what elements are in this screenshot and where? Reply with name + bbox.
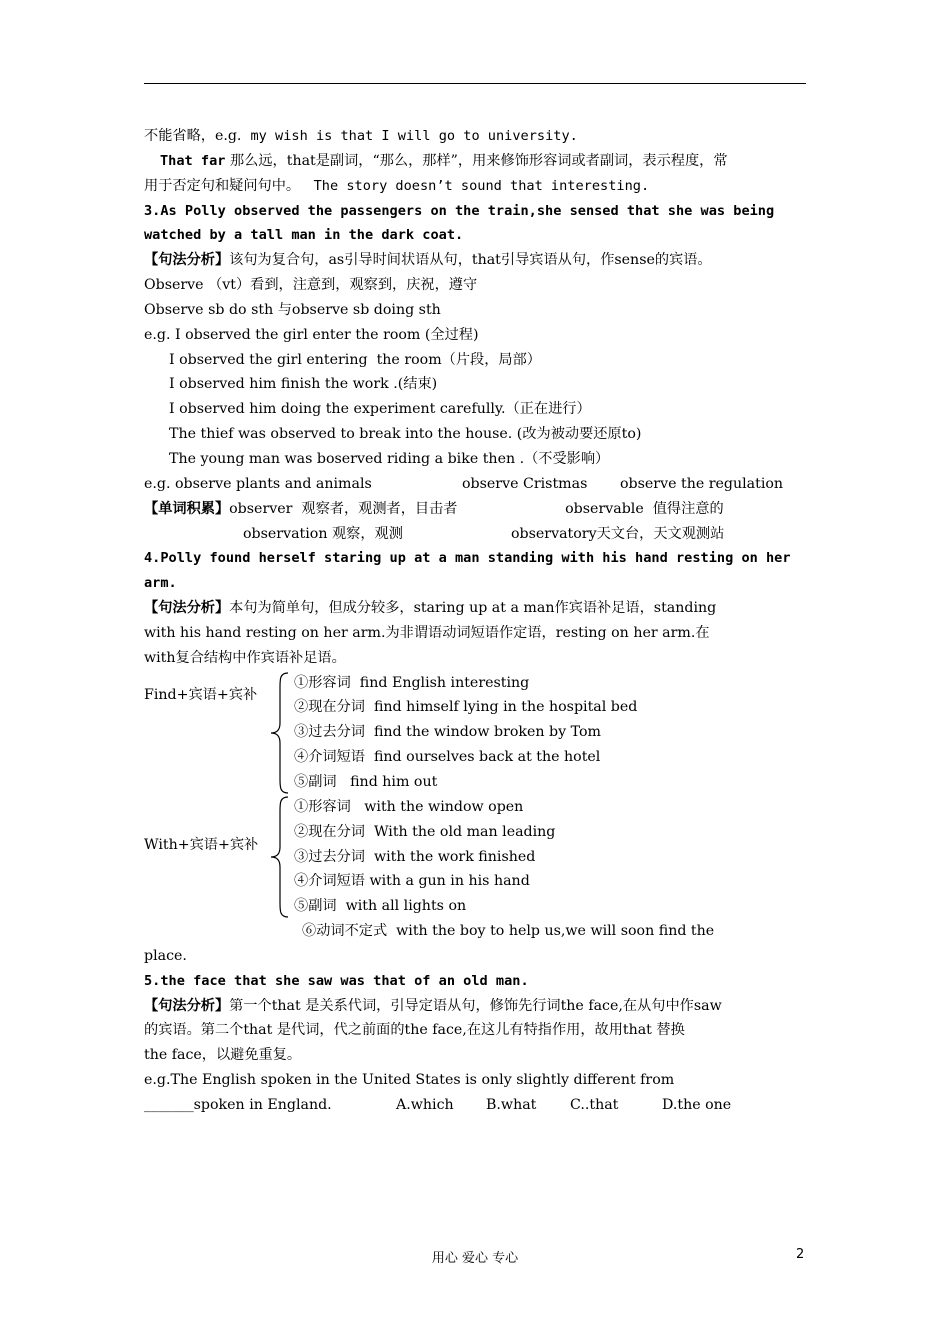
line-3: 用于否定句和疑问句中。 The story doesn’t sound that interesting.: [144, 177, 650, 194]
line-example-1: e.g. I observed the girl enter the room (全过程): [144, 326, 479, 343]
line-example-6: The young man was boserved riding a bike then .（不受影响）: [169, 450, 610, 467]
find-item: ④介词短语 find ourselves back at the hotel: [294, 749, 601, 766]
with-item: ①形容词 with the window open: [294, 798, 524, 815]
line-analysis-4c: with复合结构中作宾语补足语。: [144, 649, 346, 666]
line-analysis-4: 【句法分析】本句为简单句，但成分较多，staring up at a man作宾语补足语，standing: [144, 600, 717, 617]
line-vocab-1: 【单词积累】observer 观察者，观测者，目击者 observable 值得注意的: [144, 500, 724, 517]
page-number: 2: [796, 1247, 805, 1262]
with-item: ⑤副词 with all lights on: [294, 898, 467, 915]
line-1: 不能省略，e.g. my wish is that I will go to university.: [144, 128, 578, 144]
line-example-5: The thief was observed to break into the house. (改为被动要还原to): [169, 426, 642, 443]
exercise-options: _______spoken in England. A.which B.what C..that D.the one: [144, 1096, 732, 1113]
find-structure-label: Find+宾语+宾补: [144, 686, 258, 703]
heading-4: 4.Polly found herself staring up at a man standing with his hand resting on her: [144, 550, 791, 567]
with-item-6: ⑥动词不定式 with the boy to help us,we will soon find the: [302, 923, 715, 940]
line-analysis-4b: with his hand resting on her arm.为非谓语动词短语作定语，resting on her arm.在: [144, 624, 710, 641]
left-brace-icon: [268, 795, 292, 919]
with-item: ③过去分词 with the work finished: [294, 848, 536, 865]
line-example-3: I observed him finish the work .(结束): [169, 376, 438, 393]
line-2: That far 那么远，that是副词，“那么，那样”，用来修饰形容词或者副词，表示程度，常: [160, 152, 728, 169]
with-structure-label: With+宾语+宾补: [144, 836, 259, 853]
with-item: ④介词短语 with a gun in his hand: [294, 873, 530, 890]
page-footer: 用心 爱心 专心: [431, 1251, 519, 1266]
header-rule: [144, 83, 806, 84]
line-example-2: I observed the girl entering the room（片段，局部）: [169, 351, 541, 368]
find-structure: [144, 671, 806, 795]
left-brace-icon: [268, 671, 292, 795]
with-structure: [144, 795, 806, 919]
heading-5: 5.the face that she saw was that of an old man.: [144, 972, 529, 989]
find-item: ①形容词 find English interesting: [294, 674, 530, 691]
with-structure-items: [294, 795, 555, 919]
line-analysis-3: 【句法分析】该句为复合句，as引导时间状语从句，that引导宾语从句，作sense的宾语。: [144, 252, 712, 269]
heading-4-cont: arm.: [144, 575, 177, 592]
line-analysis-5c: the face，以避免重复。: [144, 1047, 302, 1064]
line-vocab-2: observation 观察，观测 observatory天文台，天文观测站: [243, 525, 725, 542]
line-observe-usage: Observe sb do sth 与observe sb doing sth: [144, 301, 441, 318]
heading-3-cont: watched by a tall man in the dark coat.: [144, 227, 464, 244]
find-item: ②现在分词 find himself lying in the hospital bed: [294, 699, 638, 716]
find-item: ③过去分词 find the window broken by Tom: [294, 724, 601, 741]
exercise-question: e.g.The English spoken in the United States is only slightly different from: [144, 1072, 675, 1089]
heading-3: 3.As Polly observed the passengers on the train,she sensed that she was being: [144, 202, 775, 219]
with-item-6-cont: place.: [144, 947, 187, 964]
line-observe-examples: e.g. observe plants and animals observe Cristmas observe the regulation: [144, 475, 784, 492]
page-body: [144, 124, 806, 1118]
line-example-4: I observed him doing the experiment carefully.（正在进行）: [169, 401, 591, 418]
line-analysis-5: 【句法分析】第一个that 是关系代词，引导定语从句，修饰先行词the face,在从句中作saw: [144, 997, 722, 1014]
find-item: ⑤副词 find him out: [294, 773, 438, 790]
line-analysis-5b: 的宾语。第二个that 是代词，代之前面的the face,在这儿有特指作用，故用that 替换: [144, 1022, 685, 1039]
find-structure-items: [294, 671, 637, 795]
line-observe-def: Observe （vt）看到，注意到，观察到，庆祝，遵守: [144, 277, 478, 294]
with-item: ②现在分词 With the old man leading: [294, 823, 556, 840]
